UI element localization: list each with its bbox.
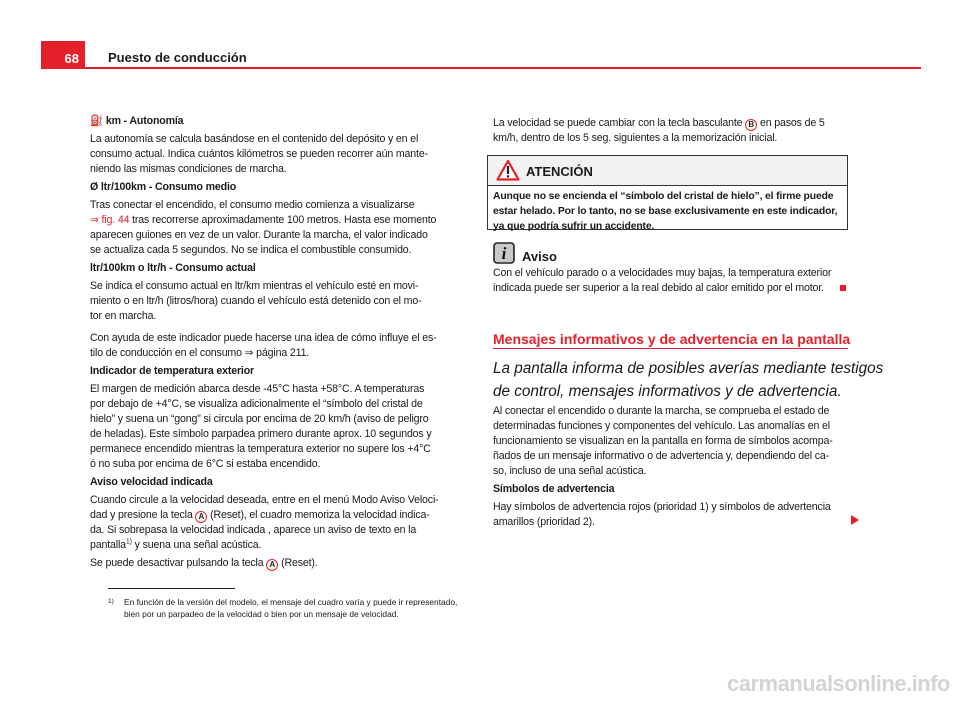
text-line	[90, 538, 470, 553]
text-line	[90, 508, 470, 523]
heading-consumo-medio: Ø ltr/100km - Consumo medio	[90, 181, 237, 193]
heading-consumo-actual: ltr/100km o ltr/h - Consumo actual	[90, 262, 256, 274]
warning-header	[488, 156, 847, 186]
footnote-line: bien por un parpadeo de la velocidad o bien por un mensaje de velocidad.	[124, 609, 399, 619]
text-span: en pasos de 5	[757, 117, 825, 129]
text-line: so, incluso de una señal acústica.	[493, 465, 647, 477]
text-line: tilo de conducción en el consumo ⇒ página 211.	[90, 347, 310, 359]
text-line: ó no suba por encima de 6°C si estaba encendido.	[90, 458, 321, 470]
footnote-ref[interactable]: 1)	[125, 538, 132, 546]
text-span: tras recorrerse aproximadamente 100 metros. Hasta ese momento	[129, 214, 437, 226]
fuel-pump-icon: ⛽	[90, 115, 104, 127]
text-line: indicada puede ser superior a la real debido al calor emitido por el motor.	[493, 282, 824, 294]
subtitle-line: La pantalla informa de posibles averías mediante testigos	[493, 360, 884, 377]
warning-triangle-icon	[496, 159, 520, 181]
text-span: y suena una señal acústica.	[131, 539, 262, 551]
page-header-title: Puesto de conducción	[108, 50, 247, 65]
text-line: El margen de medición abarca desde -45°C hasta +58°C. A temperaturas	[90, 383, 425, 395]
section-title: Mensajes informativos y de advertencia en la pantalla	[493, 331, 851, 347]
text-line: Con el vehículo parado o a velocidades muy bajas, la temperatura exterior	[493, 267, 832, 279]
text-line: Con ayuda de este indicador puede hacerse una idea de cómo influye el es-	[90, 332, 437, 344]
heading-autonomia	[90, 114, 470, 129]
text-line: estar helado. Por lo tanto, no se base exclusivamente en este indicador,	[493, 206, 838, 217]
text-line: Aunque no se encienda el “símbolo del cristal de hielo”, el firme puede	[493, 191, 834, 202]
text-line: permanece encendido mientras la temperatura exterior no supere los +4°C	[90, 443, 431, 455]
right-column-top	[493, 116, 853, 146]
left-column	[90, 114, 470, 571]
heading-temperatura: Indicador de temperatura exterior	[90, 365, 255, 377]
text-span: (Reset).	[278, 557, 318, 569]
text-line: se actualiza cada 5 segundos. No se indica el combustible consumido.	[90, 244, 412, 256]
subtitle-line: de control, mensajes informativos y de advertencia.	[493, 383, 842, 400]
continue-arrow-icon[interactable]	[851, 515, 859, 525]
text-line: funcionamiento se visualizan en la pantalla en forma de símbolos acompa-	[493, 435, 833, 447]
text-span: La velocidad se puede cambiar con la tecla basculante	[493, 117, 746, 129]
warning-title: ATENCIÓN	[526, 164, 593, 179]
heading-text: km - Autonomía	[105, 115, 184, 127]
section-rule	[493, 348, 848, 349]
footnote	[108, 596, 457, 620]
heading-simbolos: Símbolos de advertencia	[493, 483, 615, 495]
footnote-line: En función de la versión del modelo, el mensaje del cuadro varía y puede ir representado,	[124, 597, 458, 607]
watermark: carmanualsonline.info	[727, 671, 950, 696]
text-line: km/h, dentro de los 5 seg. siguientes a la memorización inicial.	[493, 132, 778, 144]
footnote-rule	[108, 588, 235, 589]
section-subtitle	[493, 357, 883, 403]
text-line: por debajo de +4°C, se visualiza adicionalmente el “símbolo del cristal de	[90, 398, 423, 410]
text-line: niendo las mismas condiciones de marcha.	[90, 163, 287, 175]
text-line: aparecen guiones en vez de un valor. Durante la marcha, el valor indicado	[90, 229, 428, 241]
text-line: ñados de un mensaje informativo o de advertencia y, dependiendo del ca-	[493, 450, 830, 462]
text-line: hielo” y suena un “gong” si circula por encima de 20 km/h (aviso de peligro	[90, 413, 429, 425]
text-line: amarillos (prioridad 2).	[493, 516, 595, 528]
text-line: Cuando circule a la velocidad deseada, entre en el menú Modo Aviso Veloci-	[90, 494, 439, 506]
text-line: miento o en ltr/h (litros/hora) cuando el vehículo está detenido con el mo-	[90, 295, 422, 307]
text-line	[90, 556, 470, 571]
text-line: Al conectar el encendido o durante la marcha, se comprueba el estado de	[493, 405, 830, 417]
text-span: Se puede desactivar pulsando la tecla	[90, 557, 267, 569]
text-line: da. Si sobrepasa la velocidad indicada , aparece un aviso de texto en la	[90, 524, 417, 536]
note-title: Aviso	[522, 249, 557, 264]
text-line	[90, 213, 470, 228]
note-body	[493, 266, 853, 296]
svg-text:i: i	[501, 244, 507, 263]
text-line: tor en marcha.	[90, 310, 157, 322]
end-of-section-marker	[840, 285, 846, 291]
page-number: 68	[41, 41, 85, 68]
text-line	[493, 116, 853, 131]
text-span: dad y presione la tecla	[90, 509, 196, 521]
info-icon	[493, 242, 515, 264]
key-b-badge: B	[745, 119, 757, 131]
key-a-badge: A	[266, 559, 278, 571]
footnote-number: 1)	[108, 598, 114, 605]
text-line: Tras conectar el encendido, el consumo medio comienza a visualizarse	[90, 199, 415, 211]
text-line: de heladas). Este símbolo parpadea primero durante aprox. 10 segundos y	[90, 428, 432, 440]
text-line: consumo actual. Indica cuántos kilómetros se pueden recorrer aún mante-	[90, 148, 428, 160]
key-a-badge: A	[195, 511, 207, 523]
text-span: pantalla	[90, 539, 126, 551]
header-rule	[41, 67, 921, 69]
fig-44-link[interactable]: ⇒ fig. 44	[90, 214, 130, 226]
text-line: Hay símbolos de advertencia rojos (prioridad 1) y símbolos de advertencia	[493, 501, 831, 513]
text-span: (Reset), el cuadro memoriza la velocidad indica-	[207, 509, 430, 521]
text-line: Se indica el consumo actual en ltr/km mientras el vehículo esté en movi-	[90, 280, 419, 292]
text-line: ya que podría sufrir un accidente.	[493, 221, 655, 232]
heading-aviso-velocidad: Aviso velocidad indicada	[90, 476, 213, 488]
text-line: determinadas funciones y componentes del vehículo. Las anomalías en el	[493, 420, 830, 432]
warning-box	[487, 155, 848, 230]
right-column-bottom	[493, 404, 853, 530]
text-line: La autonomía se calcula basándose en el contenido del depósito y en el	[90, 133, 419, 145]
warning-body	[488, 186, 847, 237]
